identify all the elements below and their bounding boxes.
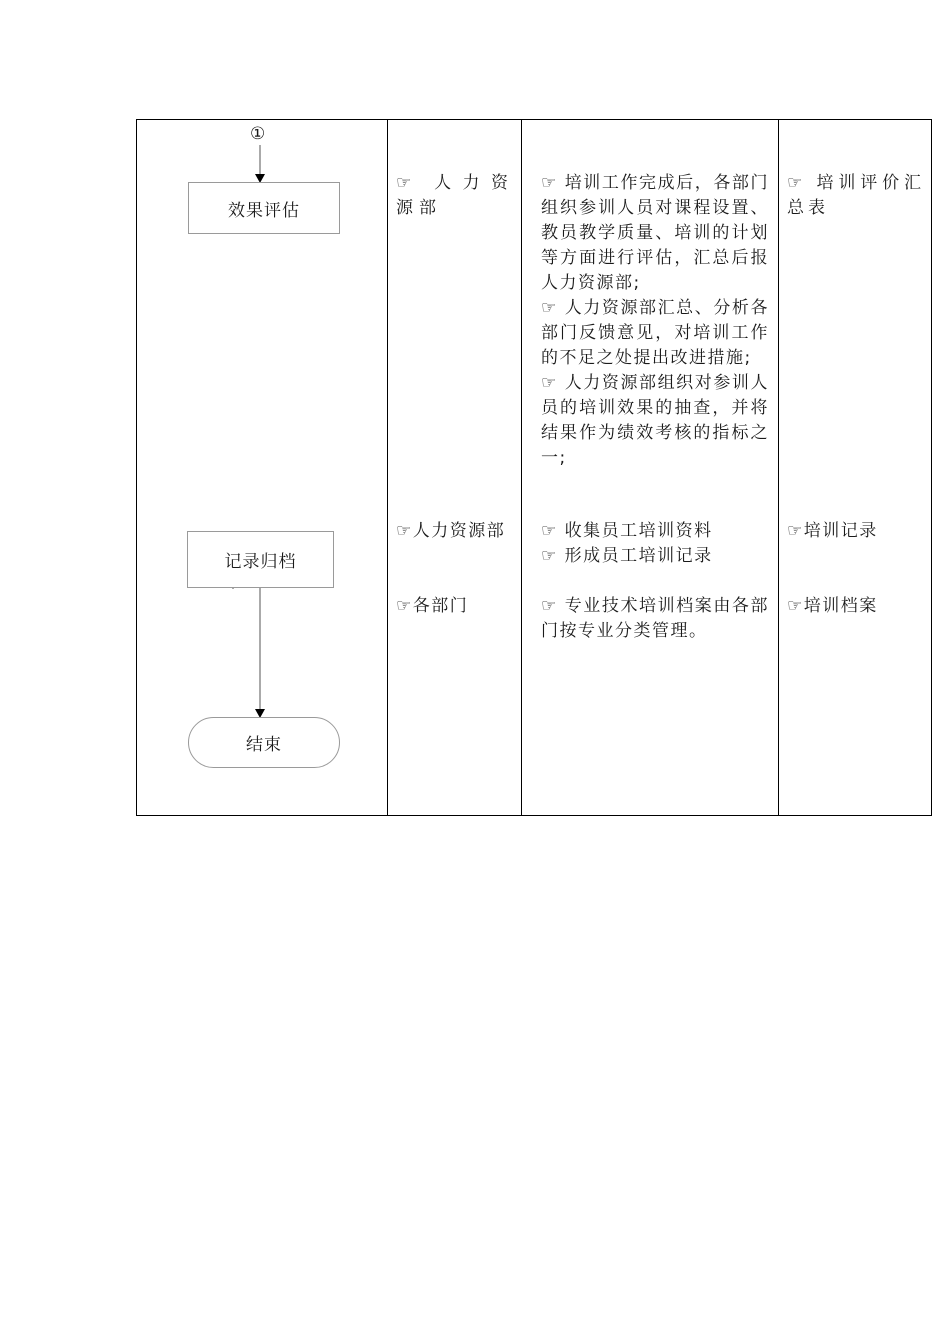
flow-step-archive-label: 记录归档 bbox=[224, 552, 297, 572]
flow-connector-label: ① bbox=[250, 124, 266, 144]
row1-description bbox=[541, 171, 769, 471]
row1-record: ☞ 培训评价汇总表 bbox=[787, 173, 925, 218]
flow-step-archive bbox=[187, 531, 334, 588]
row2-department: ☞人力资源部 bbox=[396, 521, 506, 541]
flow-end-label: 结束 bbox=[246, 735, 282, 755]
row1-desc-item: ☞ 人力资源部组织对参训人员的培训效果的抽查，并将结果作为绩效考核的指标之一; bbox=[541, 373, 769, 468]
flow-step-evaluate-label: 效果评估 bbox=[228, 200, 300, 221]
row3-desc-item: ☞ 专业技术培训档案由各部门按专业分类管理。 bbox=[541, 596, 769, 641]
row2-desc-item: ☞ 形成员工培训记录 bbox=[541, 546, 713, 566]
flow-step-evaluate bbox=[188, 182, 340, 234]
row2-description bbox=[541, 519, 771, 569]
row2-record: ☞培训记录 bbox=[787, 521, 878, 541]
row1-desc-item: ☞ 人力资源部汇总、分析各部门反馈意见，对培训工作的不足之处提出改进措施; bbox=[541, 298, 769, 368]
flow-end-terminator bbox=[188, 717, 340, 768]
row1-department: ☞ 人力资源部 bbox=[396, 173, 514, 218]
row2-desc-item: ☞ 收集员工培训资料 bbox=[541, 521, 713, 541]
row1-desc-item: ☞ 培训工作完成后，各部门组织参训人员对课程设置、教员教学质量、培训的计划等方面进行评估，汇总后报人力资源部; bbox=[541, 173, 769, 293]
row3-record: ☞培训档案 bbox=[787, 596, 878, 616]
row3-description bbox=[541, 594, 769, 644]
row3-department: ☞各部门 bbox=[396, 596, 469, 616]
